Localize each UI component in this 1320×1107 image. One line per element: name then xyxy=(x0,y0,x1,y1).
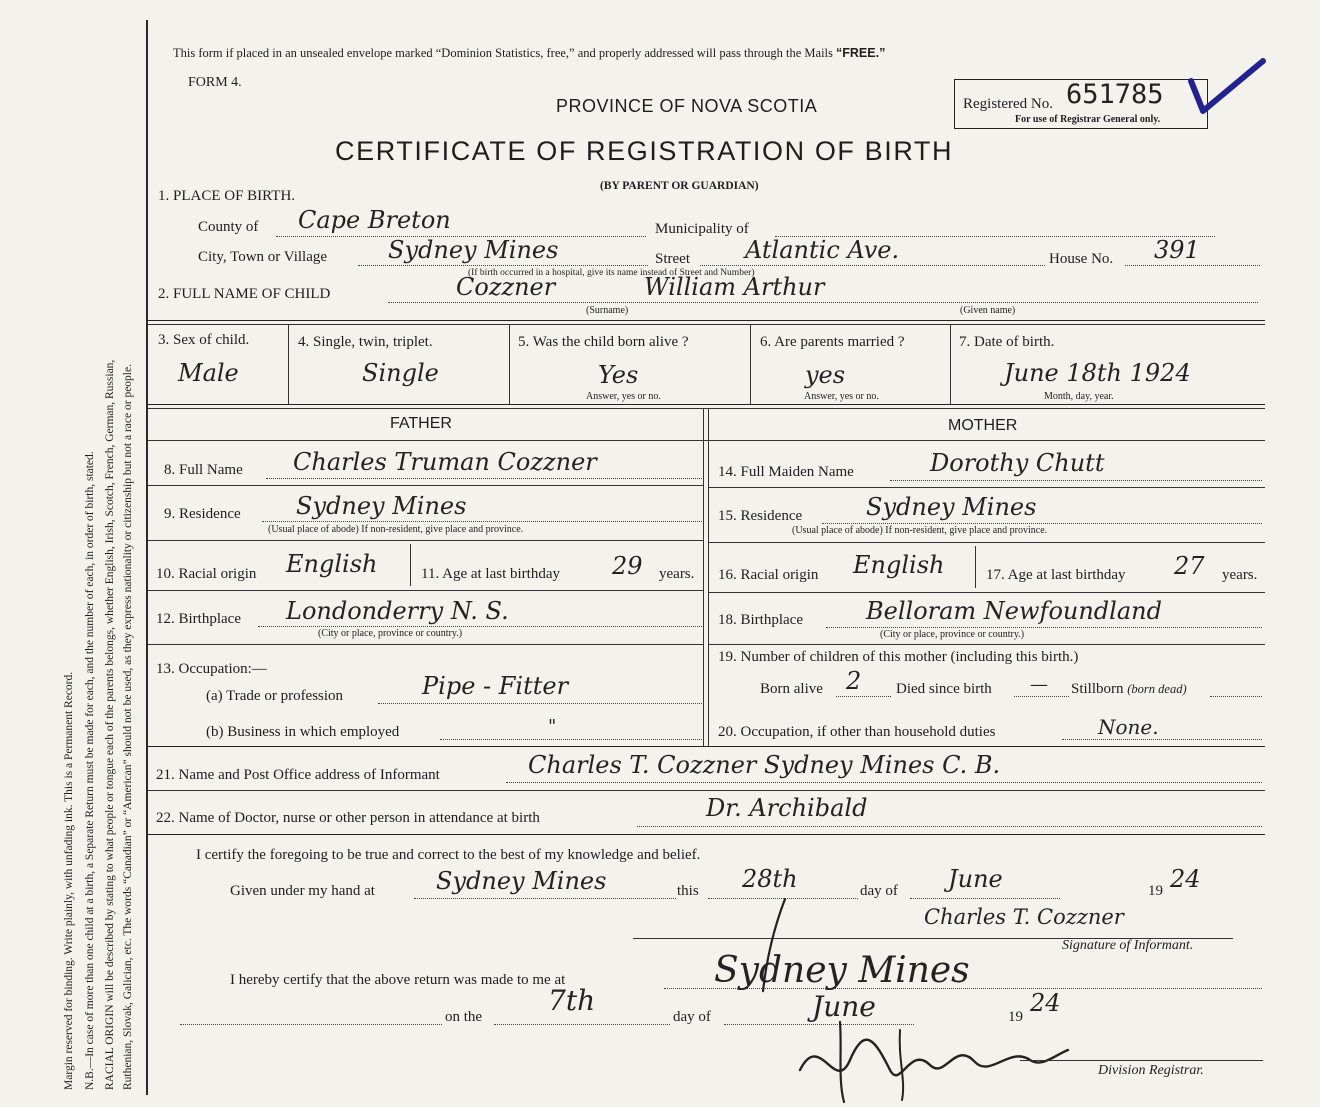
father-birthplace-value: Londonderry N. S. xyxy=(286,597,509,625)
page-subtitle: (BY PARENT OR GUARDIAN) xyxy=(600,180,759,192)
mother-birthplace-line xyxy=(826,627,1262,628)
trade-value: Pipe - Fitter xyxy=(422,672,569,700)
sex-label: 3. Sex of child. xyxy=(158,332,250,348)
informant-signature: Charles T. Cozzner xyxy=(924,905,1124,929)
stillborn-note: (born dead) xyxy=(1127,682,1187,696)
married-value: yes xyxy=(805,361,846,389)
stillborn-text: Stillborn xyxy=(1071,681,1124,697)
registrar-statement: I hereby certify that the above return was made to me at xyxy=(230,972,566,988)
mother-age-divider xyxy=(975,546,976,588)
registrar-note: For use of Registrar General only. xyxy=(1015,114,1161,125)
father-residence-label: 9. Residence xyxy=(164,506,241,522)
doctor-label: 22. Name of Doctor, nurse or other person in attendance at birth xyxy=(156,810,540,826)
given-place-value: Sydney Mines xyxy=(436,867,607,895)
rule-1 xyxy=(148,320,1265,321)
province-heading: PROVINCE OF NOVA SCOTIA xyxy=(556,96,818,116)
born-alive-value: 2 xyxy=(846,667,862,695)
county-label: County of xyxy=(198,219,259,235)
rule-2 xyxy=(148,404,1265,405)
father-age-value: 29 xyxy=(612,552,643,580)
mother-rule-d xyxy=(708,644,1265,645)
mother-occupation-label: 20. Occupation, if other than household duties xyxy=(718,724,996,740)
county-value: Cape Breton xyxy=(298,206,451,234)
given-name-caption: (Given name) xyxy=(960,305,1016,316)
dob-value: June 18th 1924 xyxy=(1004,359,1191,387)
registrar-sign-line xyxy=(1020,1060,1263,1061)
reg-day-value: 7th xyxy=(548,984,596,1017)
form-number: FORM 4. xyxy=(188,75,242,90)
doctor-line xyxy=(637,826,1262,827)
father-age-divider xyxy=(410,544,411,586)
father-birthplace-caption: (City or place, province or country.) xyxy=(318,628,463,639)
registrar-signature-icon xyxy=(780,1010,1080,1105)
mother-age-label: 17. Age at last birthday xyxy=(986,567,1126,583)
mother-rule-c xyxy=(708,592,1265,593)
business-label: (b) Business in which employed xyxy=(206,724,400,740)
child-surname: Cozzner xyxy=(456,273,556,301)
rule-5 xyxy=(148,790,1265,791)
registrar-caption: Division Registrar. xyxy=(1098,1063,1204,1078)
mother-rule-a xyxy=(708,487,1265,488)
father-rule-a xyxy=(148,485,703,486)
father-rule-d xyxy=(148,644,703,645)
mother-residence-label: 15. Residence xyxy=(718,508,803,524)
father-residence-value: Sydney Mines xyxy=(296,492,467,520)
row-divider-3 xyxy=(750,324,751,404)
child-given-name: William Arthur xyxy=(644,273,825,301)
sex-value: Male xyxy=(178,359,239,387)
father-rule-c xyxy=(148,590,703,591)
mother-rule-b xyxy=(708,542,1265,543)
parents-divider-a xyxy=(703,408,704,746)
business-value: " xyxy=(548,716,557,737)
given-place-line xyxy=(414,898,676,899)
married-label: 6. Are parents married ? xyxy=(760,334,905,350)
alive-label: 5. Was the child born alive ? xyxy=(518,334,689,350)
stillborn-label xyxy=(1071,681,1187,698)
margin-note-racial-origin-cont: Ruthenian, Slovak, Galician, etc. The words “Canadian” or “American” should not be used, as they express nationality or citizenship but not a race or people. xyxy=(122,364,134,1090)
reg-day-line xyxy=(494,1024,670,1025)
mother-birthplace-value: Belloram Newfoundland xyxy=(866,597,1162,625)
reg-year-value: 24 xyxy=(1030,989,1061,1017)
mother-residence-line xyxy=(822,523,1262,524)
mother-years: years. xyxy=(1222,567,1258,583)
multiple-value: Single xyxy=(362,359,439,387)
reg-day-of-label: day of xyxy=(673,1009,711,1025)
page-title: CERTIFICATE OF REGISTRATION OF BIRTH xyxy=(335,136,954,166)
margin-note-multiple-births: N.B.—In case of more than one child at a birth, a Separate Return must be made for each, and the number of each, in order of birth, stated. xyxy=(84,451,96,1090)
margin-note-racial-origin: RACIAL ORIGIN will be described by stating to what people or tongue each of the parents belongs, whether English, Irish, Scotch, French, German, Russian, xyxy=(104,359,116,1090)
surname-caption: (Surname) xyxy=(586,305,629,316)
day-of-label: day of xyxy=(860,883,898,899)
registered-label: Registered No. xyxy=(963,96,1053,112)
stillborn-line xyxy=(1210,696,1262,697)
father-racial-label: 10. Racial origin xyxy=(156,566,257,582)
father-occupation-label: 13. Occupation:— xyxy=(156,661,267,677)
child-name-label: 2. FULL NAME OF CHILD xyxy=(158,286,331,302)
mother-occupation-value: None. xyxy=(1098,715,1159,739)
house-line xyxy=(1125,265,1260,266)
house-label: House No. xyxy=(1049,251,1114,267)
row-divider-1 xyxy=(288,324,289,404)
registered-number: 651785 xyxy=(1066,79,1164,110)
hospital-note: (If birth occurred in a hospital, give its name instead of Street and Number) xyxy=(468,268,755,278)
rule-1b xyxy=(148,324,1265,325)
pen-stroke-icon xyxy=(745,895,805,995)
child-name-line xyxy=(388,302,1258,303)
reg-year-prefix: 19 xyxy=(1008,1009,1023,1025)
registrar-place-value: Sydney Mines xyxy=(714,950,970,991)
mother-residence-value: Sydney Mines xyxy=(866,493,1037,521)
rule-6 xyxy=(148,834,1265,835)
street-line xyxy=(700,265,1045,266)
children-label: 19. Number of children of this mother (including this birth.) xyxy=(718,649,1079,665)
day-value: 28th xyxy=(742,865,798,893)
this-label: this xyxy=(677,883,699,899)
mother-birthplace-caption: (City or place, province or country.) xyxy=(880,629,1025,640)
died-label: Died since birth xyxy=(896,681,992,697)
mail-notice-free: “FREE.” xyxy=(836,46,886,60)
municipality-label: Municipality of xyxy=(655,221,749,237)
dob-label: 7. Date of birth. xyxy=(959,334,1055,350)
signature-caption: Signature of Informant. xyxy=(1062,938,1194,953)
mother-residence-caption: (Usual place of abode) If non-resident, give place and province. xyxy=(792,525,1048,536)
informant-value: Charles T. Cozzner Sydney Mines C. B. xyxy=(528,751,1001,779)
father-heading: FATHER xyxy=(390,415,452,432)
father-residence-caption: (Usual place of abode) If non-resident, give place and province. xyxy=(268,524,524,535)
alive-value: Yes xyxy=(598,361,639,389)
died-value: — xyxy=(1030,674,1048,695)
father-birthplace-line xyxy=(258,626,702,627)
month-line xyxy=(910,898,1060,899)
city-value: Sydney Mines xyxy=(388,236,559,264)
informant-label: 21. Name and Post Office address of Informant xyxy=(156,767,440,783)
doctor-value: Dr. Archibald xyxy=(706,794,868,822)
father-name-value: Charles Truman Cozzner xyxy=(293,448,597,476)
business-line xyxy=(440,739,702,740)
multiple-label: 4. Single, twin, triplet. xyxy=(298,334,433,350)
born-alive-line xyxy=(836,696,891,697)
house-value: 391 xyxy=(1154,236,1200,264)
row-divider-2 xyxy=(509,324,510,404)
reg-month-value: June xyxy=(812,990,876,1023)
mother-racial-label: 16. Racial origin xyxy=(718,567,819,583)
alive-caption: Answer, yes or no. xyxy=(586,391,661,402)
mail-notice xyxy=(173,45,885,62)
given-label: Given under my hand at xyxy=(230,883,375,899)
margin-note-binding: Margin reserved for binding. Write plainly, with unfading ink. This is a Permanent Record. xyxy=(63,671,75,1090)
street-value: Atlantic Ave. xyxy=(745,236,900,264)
row-divider-4 xyxy=(950,324,951,404)
father-name-label: 8. Full Name xyxy=(164,462,243,478)
born-alive-label: Born alive xyxy=(760,681,823,697)
check-mark-icon xyxy=(1183,55,1268,120)
month-value: June xyxy=(948,865,1003,893)
father-age-label: 11. Age at last birthday xyxy=(421,566,560,582)
certify-statement: I certify the foregoing to be true and correct to the best of my knowledge and belief. xyxy=(196,847,701,863)
married-caption: Answer, yes or no. xyxy=(804,391,879,402)
mother-heading: MOTHER xyxy=(948,417,1018,434)
parents-divider-b xyxy=(708,408,709,746)
trade-line xyxy=(378,703,702,704)
on-the-label: on the xyxy=(445,1009,483,1025)
mother-age-value: 27 xyxy=(1174,552,1205,580)
rule-3 xyxy=(148,440,1265,441)
street-label: Street xyxy=(655,251,690,267)
rule-4 xyxy=(148,746,1265,747)
father-rule-b xyxy=(148,540,703,541)
mother-name-label: 14. Full Maiden Name xyxy=(718,464,854,480)
place-heading: 1. PLACE OF BIRTH. xyxy=(158,188,296,204)
dob-caption: Month, day, year. xyxy=(1044,391,1114,402)
mother-name-line xyxy=(890,480,1262,481)
on-the-line-pre xyxy=(180,1024,442,1025)
trade-label: (a) Trade or profession xyxy=(206,688,344,704)
mail-notice-text: This form if placed in an unsealed envelope marked “Dominion Statistics, free,” and properly addressed will pass through the Mails xyxy=(173,46,837,60)
mother-birthplace-label: 18. Birthplace xyxy=(718,612,803,628)
mother-name-value: Dorothy Chutt xyxy=(930,449,1105,477)
informant-line xyxy=(506,782,1262,783)
rule-2b xyxy=(148,408,1265,409)
city-line xyxy=(358,265,648,266)
mother-racial-value: English xyxy=(853,551,945,579)
father-birthplace-label: 12. Birthplace xyxy=(156,611,241,627)
city-label: City, Town or Village xyxy=(198,249,328,265)
father-name-line xyxy=(266,478,702,479)
father-years: years. xyxy=(659,566,695,582)
father-racial-value: English xyxy=(286,550,378,578)
mother-occupation-line xyxy=(1062,739,1262,740)
year-value: 24 xyxy=(1170,865,1201,893)
year-prefix: 19 xyxy=(1148,883,1163,899)
father-residence-line xyxy=(262,521,702,522)
binding-margin-line xyxy=(146,20,148,1095)
